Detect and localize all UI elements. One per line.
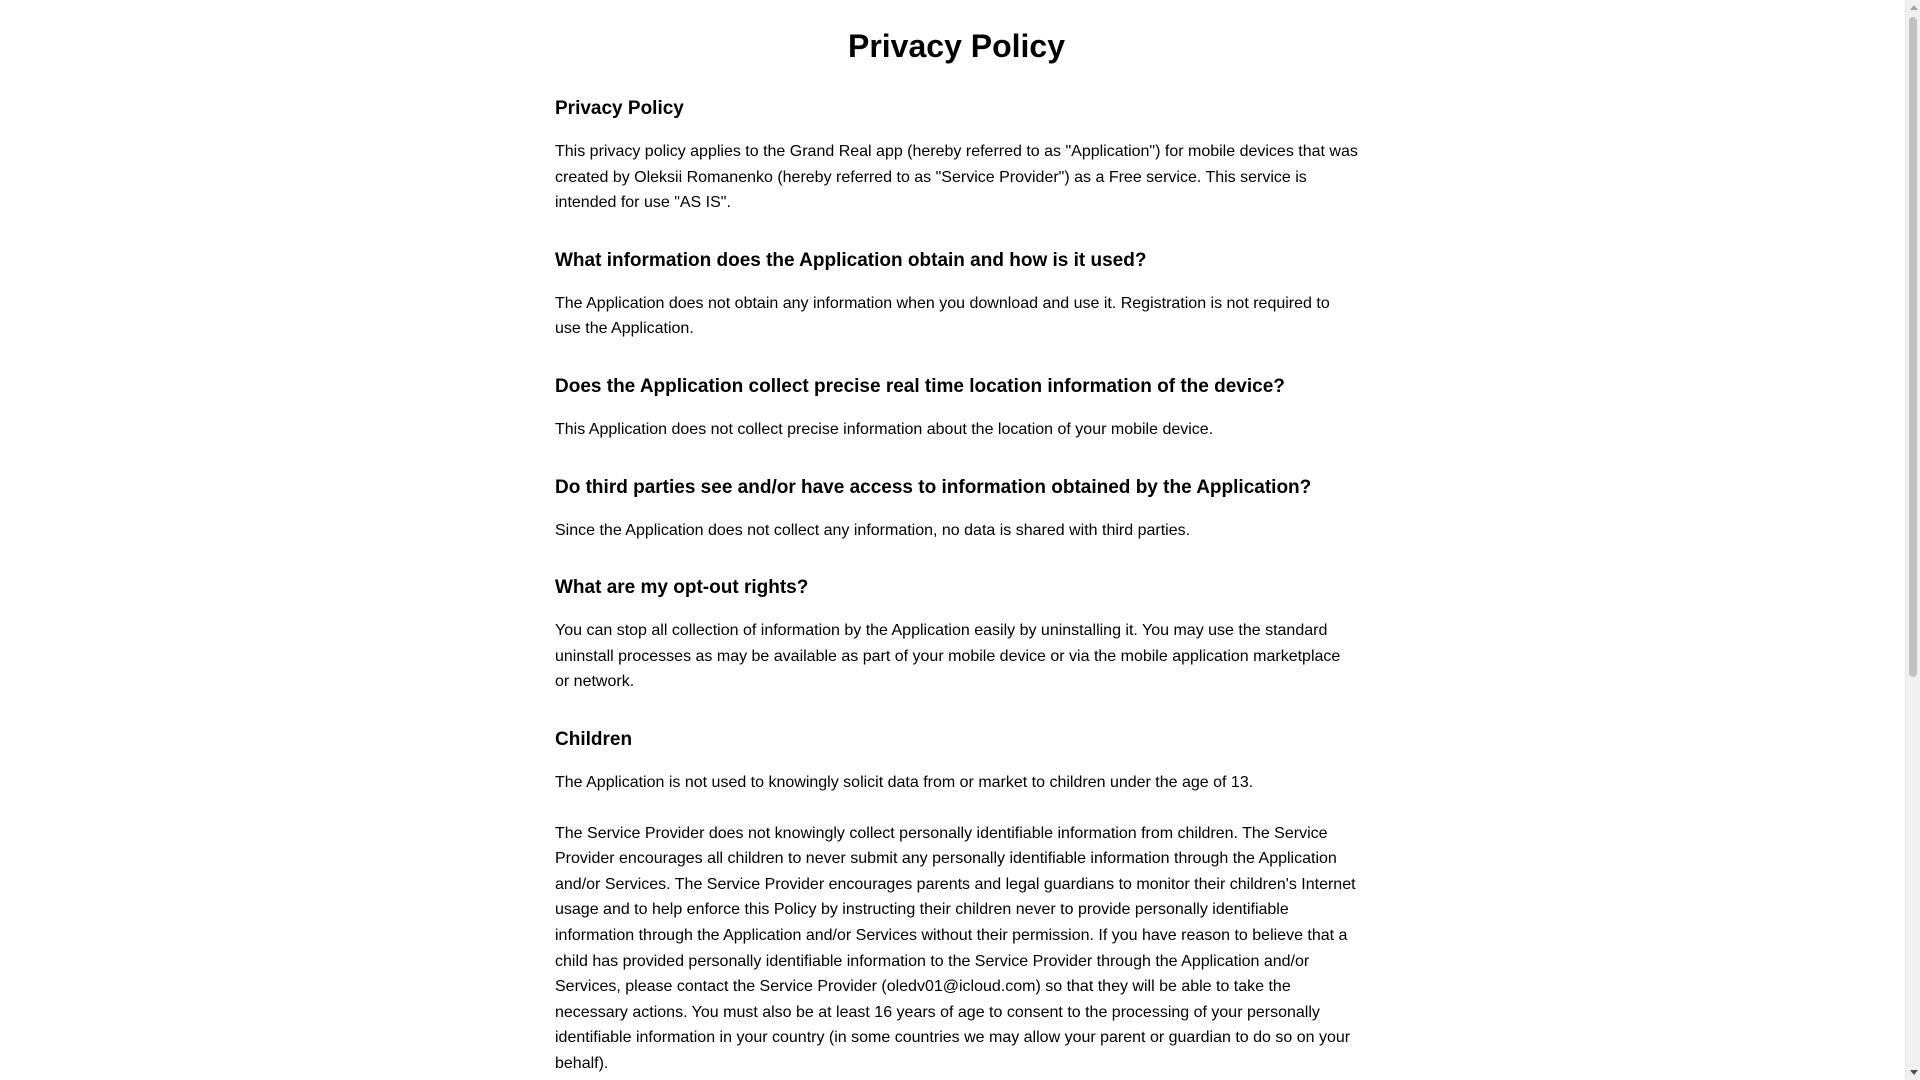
section-heading-children: Children: [555, 728, 633, 750]
section-heading-information-obtained: What information does the Application obtain and how is it used?: [555, 249, 1147, 271]
arrow-down-icon: [1910, 1070, 1918, 1075]
section-paragraph: You can stop all collection of information by the Application easily by uninstalling it. You may use the standard uninstall processes as may be available as part of your mobile device or via the mobile application marketplace or network.: [555, 622, 1341, 691]
section-heading-third-parties: Do third parties see and/or have access to information obtained by the Application?: [555, 476, 1312, 498]
scroll-down-button[interactable]: [1906, 1065, 1920, 1080]
page-title: Privacy Policy: [847, 28, 1066, 64]
section-paragraph: The Application is not used to knowingly solicit data from or market to children under the age of 13.: [555, 773, 1254, 791]
section-paragraph: Since the Application does not collect any information, no data is shared with third parties.: [555, 521, 1191, 539]
vertical-scrollbar[interactable]: [1905, 0, 1920, 1080]
section-paragraph: This Application does not collect precise information about the location of your mobile device.: [555, 420, 1214, 438]
section-paragraph: The Service Provider does not knowingly collect personally identifiable information from children. The Service Provider encourages all children to never submit any personally identifiable information through the Application and/or Services. The Service Provider encourages parents and legal guardians to monitor their children's Internet usage and to help enforce this Policy by instructing their children never to provide personally identifiable information through the Application and/or Services without their permission. If you have reason to believe that a child has provided personally identifiable information to the Service Provider through the Application and/or Services, please contact the Service Provider (oledv01@icloud.com) so that they will be able to take the necessary actions. You must also be at least 16 years of age to consent to the processing of your personally identifiable information in your country (in some countries we may allow your parent or guardian to do so on your behalf).: [555, 824, 1356, 1072]
section-heading-opt-out: What are my opt-out rights?: [555, 577, 809, 599]
policy-content: [555, 0, 1358, 1076]
section-paragraph: This privacy policy applies to the Grand Real app (hereby referred to as "Application") for mobile devices that was created by Oleksii Romanenko (hereby referred to as "Service Provider") as a Free service. This service is intended for use "AS IS".: [555, 143, 1358, 212]
section-paragraph: The Application does not obtain any information when you download and use it. Registration is not required to use the Application.: [555, 294, 1330, 338]
section-heading-privacy-policy: Privacy Policy: [555, 98, 684, 119]
section-heading-location: Does the Application collect precise real time location information of the device?: [555, 375, 1285, 397]
scrollbar-thumb[interactable]: [1909, 17, 1917, 677]
scroll-up-button[interactable]: [1906, 0, 1920, 15]
arrow-up-icon: [1910, 5, 1918, 10]
